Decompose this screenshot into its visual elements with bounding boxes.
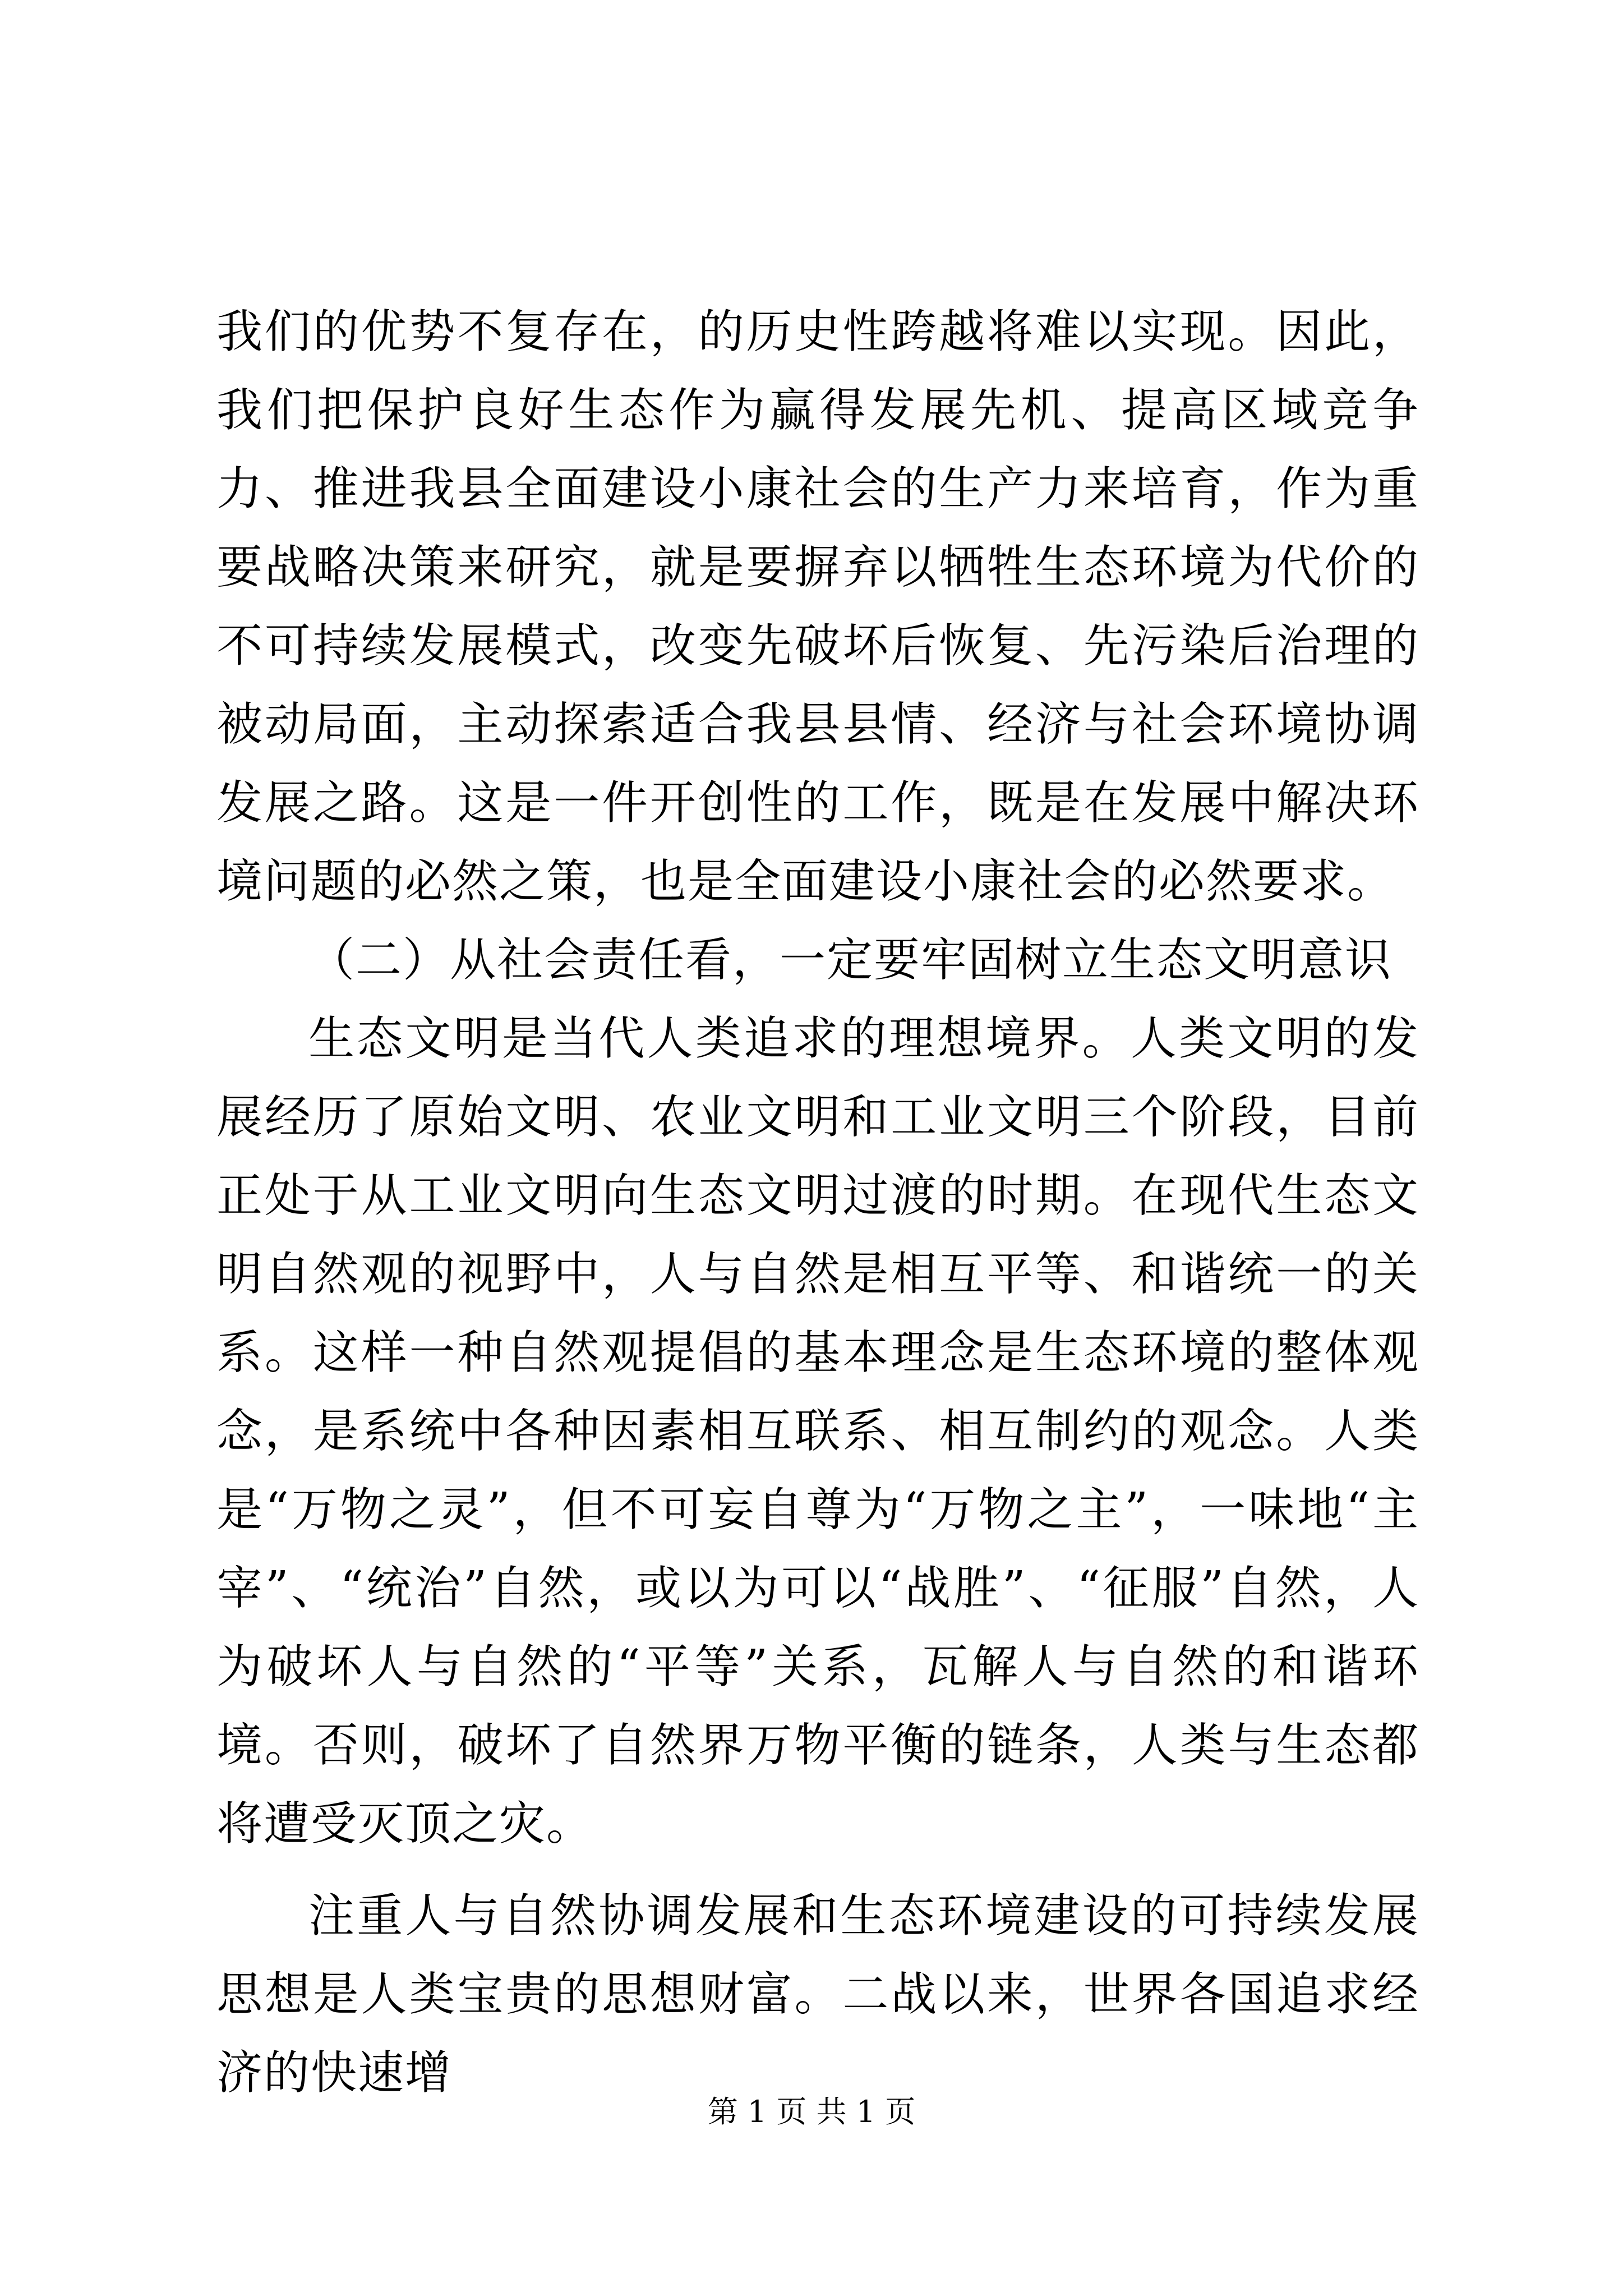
- paragraph-3: 生态文明是当代人类追求的理想境界。人类文明的发展经历了原始文明、农业文明和工业文明三个阶段，目前正处于从工业文明向生态文明过渡的时期。在现代生态文明自然观的视野中，人与自然是相互平等、和谐统一的关系。这样一种自然观提倡的基本理念是生态环境的整体观念，是系统中各种因素相互联系、相互制约的观念。人类是“万物之灵”，但不可妄自尊为“万物之主”，一味地“主宰”、“统治”自然，或以为可以“战胜”、“征服”自然，人为破坏人与自然的“平等”关系，瓦解人与自然的和谐环境。否则，破坏了自然界万物平衡的链条，人类与生态都将遭受灭顶之灾。: [216, 1012, 1419, 1851]
- page-footer: [0, 2092, 1623, 2132]
- page-number-label: 第 1 页 共 1 页: [707, 2094, 916, 2129]
- document-body: [216, 293, 1419, 2113]
- paragraph-4: 注重人与自然协调发展和生态环境建设的可持续发展思想是人类宝贵的思想财富。二战以来，世界各国追求经济的快速增: [216, 1889, 1419, 2100]
- section-heading: （二）从社会责任看，一定要牢固树立生态文明意识: [308, 933, 1393, 987]
- paragraph-1: 我们的优势不复存在，的历史性跨越将难以实现。因此，我们把保护良好生态作为赢得发展先机、提高区域竞争力、推进我县全面建设小康社会的生产力来培育，作为重要战略决策来研究，就是要摒弃以牺牲生态环境为代价的不可持续发展模式，改变先破坏后恢复、先污染后治理的被动局面，主动探索适合我县县情、经济与社会环境协调发展之路。这是一件开创性的工作，既是在发展中解决环境问题的必然之策，也是全面建设小康社会的必然要求。: [216, 305, 1419, 908]
